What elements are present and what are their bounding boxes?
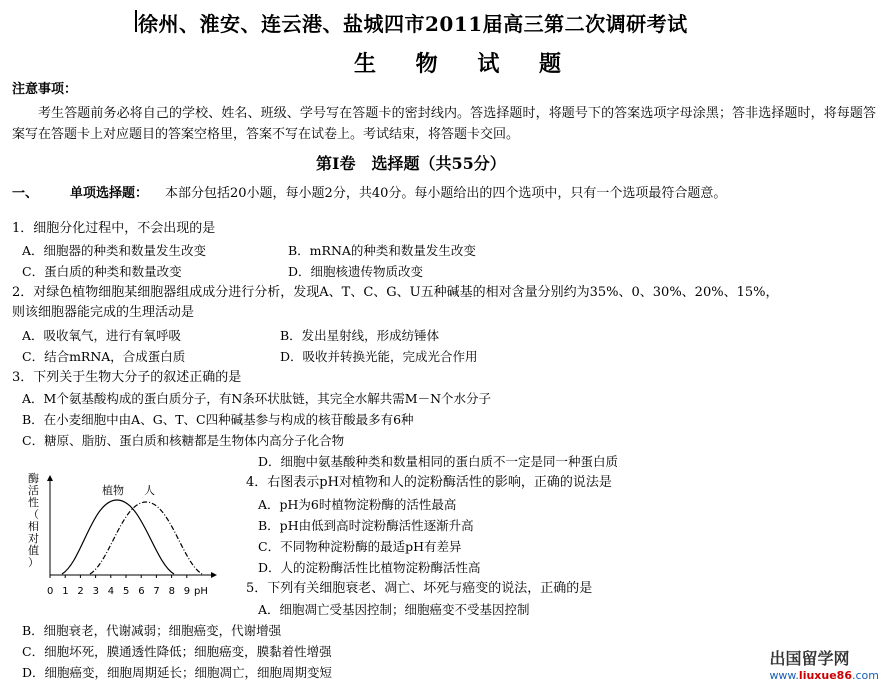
watermark-url-prefix: www. <box>769 669 799 682</box>
y-axis-label-char: （ <box>28 508 39 521</box>
watermark-url-suffix: .com <box>852 669 879 682</box>
x-tick-label: 3 <box>92 586 99 597</box>
q5-option-c: C．细胞坏死，膜通透性降低；细胞癌变，膜黏着性增强 <box>22 644 332 659</box>
subject-title: 生 物 试 题 <box>354 51 577 77</box>
q2-option-c: C．结合mRNA，合成蛋白质 <box>22 349 186 364</box>
x-tick-label: 8 <box>168 586 175 597</box>
q4-option-c: C．不同物种淀粉酶的最适pH有差异 <box>258 539 462 554</box>
notice-label: 注意事项： <box>12 82 78 97</box>
q2-stem-line1: 2．对绿色植物细胞某细胞器组成成分进行分析，发现A、T、C、G、U五种碱基的相对含量分别约为35%、0、30%、20%、15%， <box>12 285 779 300</box>
section-title: 第Ⅰ卷 选择题（共55分） <box>316 154 506 173</box>
y-axis-label-char: ） <box>28 556 39 569</box>
y-axis-label <box>28 471 39 569</box>
human-curve <box>90 502 202 574</box>
y-axis-label-char: 活 <box>28 484 39 497</box>
x-tick-label: 9 <box>183 586 191 597</box>
x-tick-label: 1 <box>62 586 69 597</box>
q3-option-b: B．在小麦细胞中由A、G、T、C四种碱基参与构成的核苷酸最多有6种 <box>22 412 414 427</box>
part-description: 本部分包括20小题，每小题2分，共40分。每小题给出的四个选项中，只有一个选项最符合题意。 <box>165 186 727 201</box>
q1-option-d: D．细胞核遗传物质改变 <box>288 264 424 279</box>
q5-stem: 5．下列有关细胞衰老、凋亡、坏死与癌变的说法，正确的是 <box>246 581 593 596</box>
exam-title: 徐州、淮安、连云港、盐城四市2011届高三第二次调研考试 <box>138 8 688 37</box>
q2-option-b: B．发出星射线，形成纺锤体 <box>280 328 440 343</box>
y-axis-label-char: 酶 <box>28 472 39 485</box>
q2-stem-line2: 则该细胞器能完成的生理活动是 <box>12 305 195 320</box>
part-title: 单项选择题： <box>70 186 149 201</box>
plant-curve <box>62 500 174 574</box>
q3-option-c: C．糖原、脂肪、蛋白质和核糖都是生物体内高分子化合物 <box>22 433 345 448</box>
y-axis-label-char: 相 <box>28 520 39 533</box>
x-tick-label: 5 <box>123 586 130 597</box>
q3-option-a: A．M个氨基酸构成的蛋白质分子，有N条环状肽链，其完全水解共需M－N个水分子 <box>22 391 492 406</box>
watermark-name: 出国留学网 <box>769 649 850 668</box>
y-axis-label-char: 值 <box>28 544 39 557</box>
notice-text: 考生答题前务必将自己的学校、姓名、班级、学号写在答题卡的密封线内。答选择题时，将题号下的答案选项字母涂黑；答非选择题时，将每题答案写在答题卡上对应题目的答案空格里，答案不写在试卷上。考试结束，将答题卡交回。 <box>12 106 876 142</box>
q2-option-d: D．吸收并转换光能，完成光合作用 <box>280 349 478 364</box>
q4-option-b: B．pH由低到高时淀粉酶活性逐渐升高 <box>258 518 474 533</box>
part-number: 一、 <box>12 186 39 201</box>
x-tick-label: 7 <box>153 586 160 597</box>
q1-option-a: A．细胞器的种类和数量发生改变 <box>22 243 207 258</box>
plant-curve-label: 植物 <box>102 484 124 497</box>
x-axis-unit: pH <box>194 586 208 597</box>
x-tick-label: 2 <box>77 586 84 597</box>
site-watermark <box>769 646 879 682</box>
q3-option-d: D．细胞中氨基酸种类和数量相同的蛋白质不一定是同一种蛋白质 <box>258 454 619 469</box>
q4-option-d: D．人的淀粉酶活性比植物淀粉酶活性高 <box>258 560 481 575</box>
x-tick-label: 4 <box>107 586 115 597</box>
q3-stem: 3．下列关于生物大分子的叙述正确的是 <box>12 370 242 385</box>
y-axis-label-char: 对 <box>28 532 39 545</box>
x-tick-labels <box>47 575 190 597</box>
watermark-url-domain: liuxue86 <box>798 669 852 682</box>
x-tick-label: 0 <box>47 586 54 597</box>
q2-option-a: A．吸收氧气，进行有氧呼吸 <box>22 328 182 343</box>
q1-option-b: B．mRNA的种类和数量发生改变 <box>288 243 476 258</box>
y-axis-label-char: 性 <box>28 496 39 509</box>
x-tick-label: 6 <box>138 586 145 597</box>
q5-option-d: D．细胞癌变，细胞周期延长；细胞凋亡，细胞周期变短 <box>22 665 333 680</box>
q4-stem: 4．右图表示pH对植物和人的淀粉酶活性的影响，正确的说法是 <box>246 475 612 490</box>
q1-option-c: C．蛋白质的种类和数量改变 <box>22 264 182 279</box>
watermark-url <box>769 669 879 682</box>
q5-option-b: B．细胞衰老，代谢减弱；细胞癌变，代谢增强 <box>22 623 282 638</box>
human-curve-label: 人 <box>144 484 155 497</box>
q1-stem: 1．细胞分化过程中，不会出现的是 <box>12 221 216 236</box>
ph-enzyme-figure <box>22 470 242 600</box>
q5-option-a: A．细胞凋亡受基因控制；细胞癌变不受基因控制 <box>258 602 530 617</box>
q4-option-a: A．pH为6时植物淀粉酶的活性最高 <box>258 497 457 512</box>
